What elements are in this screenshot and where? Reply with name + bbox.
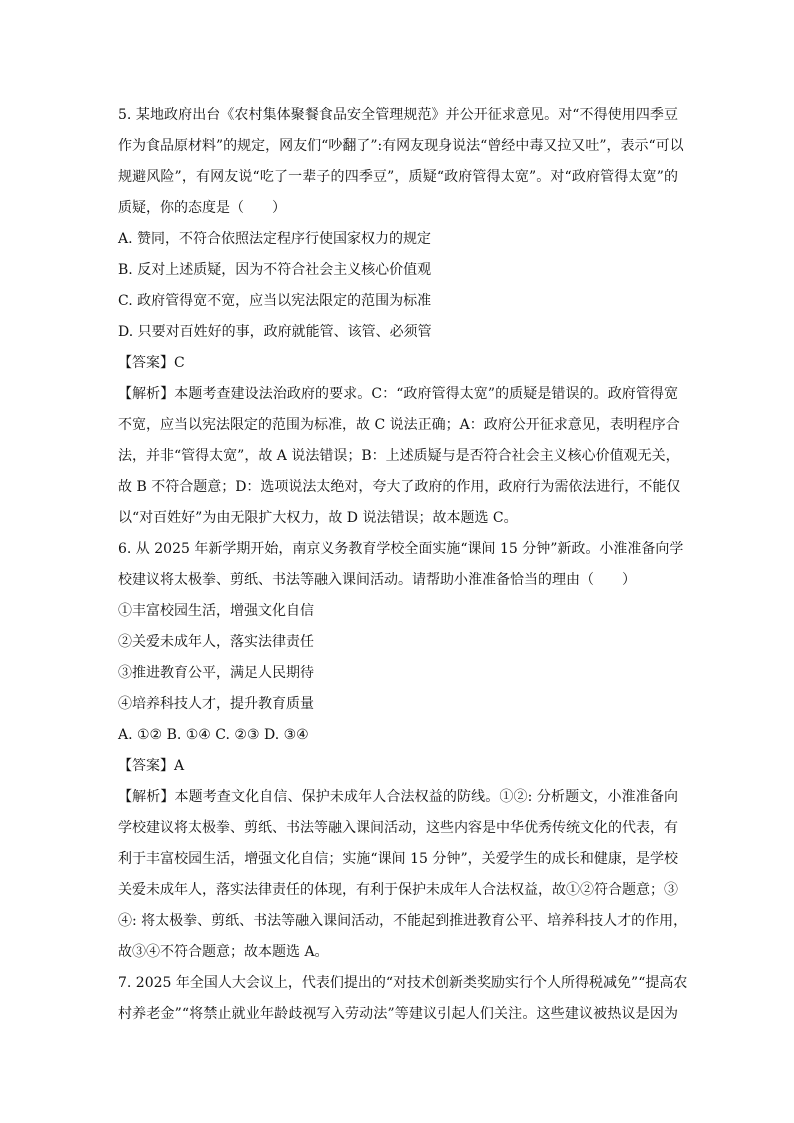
question-5-option-d: D. 只要对百姓好的事，政府就能管、该管、必须管: [118, 324, 432, 340]
question-6-analysis-line: 故③④不符合题意；故本题选 A。: [118, 944, 329, 960]
question-5-option-b: B. 反对上述质疑，因为不符合社会主义核心价值观: [118, 262, 432, 278]
question-6-analysis-line: 学校建议将太极拳、剪纸、书法等融入课间活动，这些内容是中华优秀传统文化的代表，有: [118, 820, 678, 836]
question-5-stem-line: 规避风险”，有网友说“吃了一辈子的四季豆”，质疑“政府管得太宽”。对“政府管得太宽”的: [118, 169, 678, 185]
document-page: [118, 100, 688, 1030]
question-7-stem-line: 村养老金”“将禁止就业年龄歧视写入劳动法”等建议引起人们关注。这些建议被热议是因为: [118, 1006, 678, 1022]
question-7: [118, 968, 688, 1030]
question-6-analysis-line: 关爱未成年人，落实法律责任的体现，有利于保护未成年人合法权益，故①②符合题意；③: [118, 882, 678, 898]
question-6-statement-3: ③推进教育公平，满足人民期待: [118, 665, 314, 681]
question-6-statement-4: ④培养科技人才，提升教育质量: [118, 696, 314, 712]
question-6-analysis-line: 【解析】本题考查文化自信、保护未成年人合法权益的防线。①②: 分析题文，小淮准备向: [118, 789, 678, 805]
question-5-analysis-line: 法，并非“管得太宽”，故 A 说法错误；B：上述质疑与是否符合社会主义核心价值观无关，: [118, 448, 680, 464]
question-5-stem-line: 质疑，你的态度是（ ）: [118, 200, 286, 216]
question-7-stem-line: 7. 2025 年全国人大会议上，代表们提出的“对技术创新类奖励实行个人所得税减免”“提高农: [118, 975, 688, 991]
question-6-statement-2: ②关爱未成年人，落实法律责任: [118, 634, 314, 650]
question-5-analysis-line: 不宽，应当以宪法限定的范围为标准，故 C 说法正确；A：政府公开征求意见，表明程序合: [118, 417, 680, 433]
question-5-option-a: A. 赞同，不符合依照法定程序行使国家权力的规定: [118, 231, 432, 247]
question-5-analysis-line: 以“对百姓好”为由无限扩大权力，故 D 说法错误；故本题选 C。: [118, 510, 518, 526]
question-5-answer: 【答案】C: [118, 355, 185, 371]
question-5-stem-line: 5. 某地政府出台《农村集体聚餐食品安全管理规范》并公开征求意见。对“不得使用四季豆: [118, 107, 678, 123]
question-6-stem-line: 6. 从 2025 年新学期开始，南京义务教育学校全面实施“课间 15 分钟”新政。小淮准备向学: [118, 541, 684, 557]
question-6-analysis-line: 利于丰富校园生活，增强文化自信；实施“课间 15 分钟”，关爱学生的成长和健康，是学校: [118, 851, 678, 867]
question-5-analysis-line: 故 B 不符合题意；D：选项说法太绝对，夸大了政府的作用，政府行为需依法进行，不能仅: [118, 479, 681, 495]
question-5: [118, 100, 684, 534]
question-6: [118, 534, 688, 968]
question-6-analysis-line: ④: 将太极拳、剪纸、书法等融入课间活动，不能起到推进教育公平、培养科技人才的作用，: [118, 913, 688, 929]
question-5-option-c: C. 政府管得宽不宽，应当以宪法限定的范围为标准: [118, 293, 432, 309]
question-6-options: A. ①② B. ①④ C. ②③ D. ③④: [118, 727, 309, 743]
question-6-stem-line: 校建议将太极拳、剪纸、书法等融入课间活动。请帮助小淮准备恰当的理由（ ）: [118, 572, 636, 588]
question-5-stem-line: 作为食品原材料”的规定，网友们“吵翻了”:有网友现身说法“曾经中毒又拉又吐”，表示“可以: [118, 138, 684, 154]
question-6-answer: 【答案】A: [118, 758, 185, 774]
question-6-statement-1: ①丰富校园生活，增强文化自信: [118, 603, 314, 619]
question-5-analysis-line: 【解析】本题考查建设法治政府的要求。C：“政府管得太宽”的质疑是错误的。政府管得宽: [118, 386, 678, 402]
